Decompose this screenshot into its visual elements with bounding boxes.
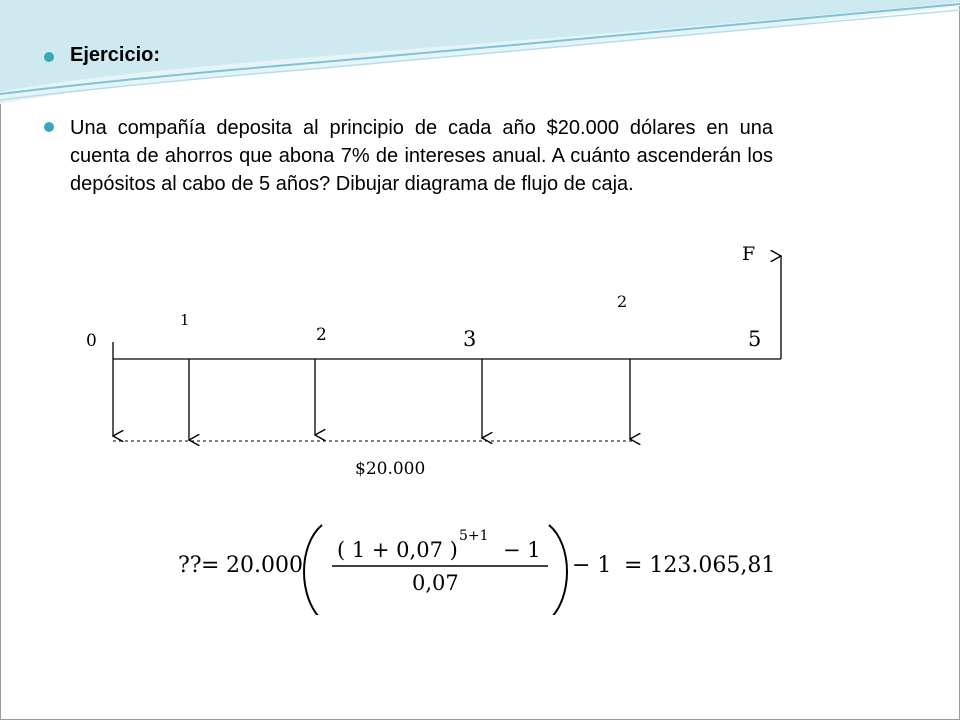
formula-principal: 20.000 bbox=[226, 553, 303, 578]
deposit-amount-label: $20.000 bbox=[355, 459, 426, 479]
formula bbox=[0, 505, 960, 615]
period-label: 1 bbox=[180, 311, 190, 329]
period-label: 5 bbox=[748, 327, 762, 351]
extra-label: 2 bbox=[617, 292, 628, 311]
formula-minus-one: − 1 bbox=[572, 553, 612, 578]
right-paren bbox=[549, 525, 567, 615]
left-paren bbox=[304, 525, 322, 615]
bullet-heading bbox=[44, 52, 54, 62]
numerator-tail: − 1 bbox=[503, 538, 541, 562]
denominator: 0,07 bbox=[412, 571, 459, 595]
slide-paragraph: Una compañía deposita al principio de cada año $20.000 dólares en una cuenta de ahorros que abona 7% de intereses anual. A cuánto ascenderán los depósitos al cabo de 5 años? Dibujar diagrama de flujo de caja. bbox=[70, 117, 773, 195]
future-label: F bbox=[742, 243, 756, 265]
formula-equals: = bbox=[201, 553, 220, 578]
formula-result: = 123.065,81 bbox=[624, 553, 776, 578]
period-label: 2 bbox=[316, 325, 327, 345]
bullet-paragraph bbox=[44, 122, 54, 132]
numerator-base: ( 1 + 0,07 ) bbox=[337, 538, 458, 562]
slide-heading: Ejercicio: bbox=[70, 44, 161, 66]
cash-flow-diagram bbox=[0, 230, 960, 490]
period-label: 0 bbox=[86, 331, 97, 351]
numerator-exponent: 5+1 bbox=[459, 528, 489, 544]
period-label: 3 bbox=[463, 327, 477, 351]
missing-glyph: ?? bbox=[178, 553, 202, 578]
